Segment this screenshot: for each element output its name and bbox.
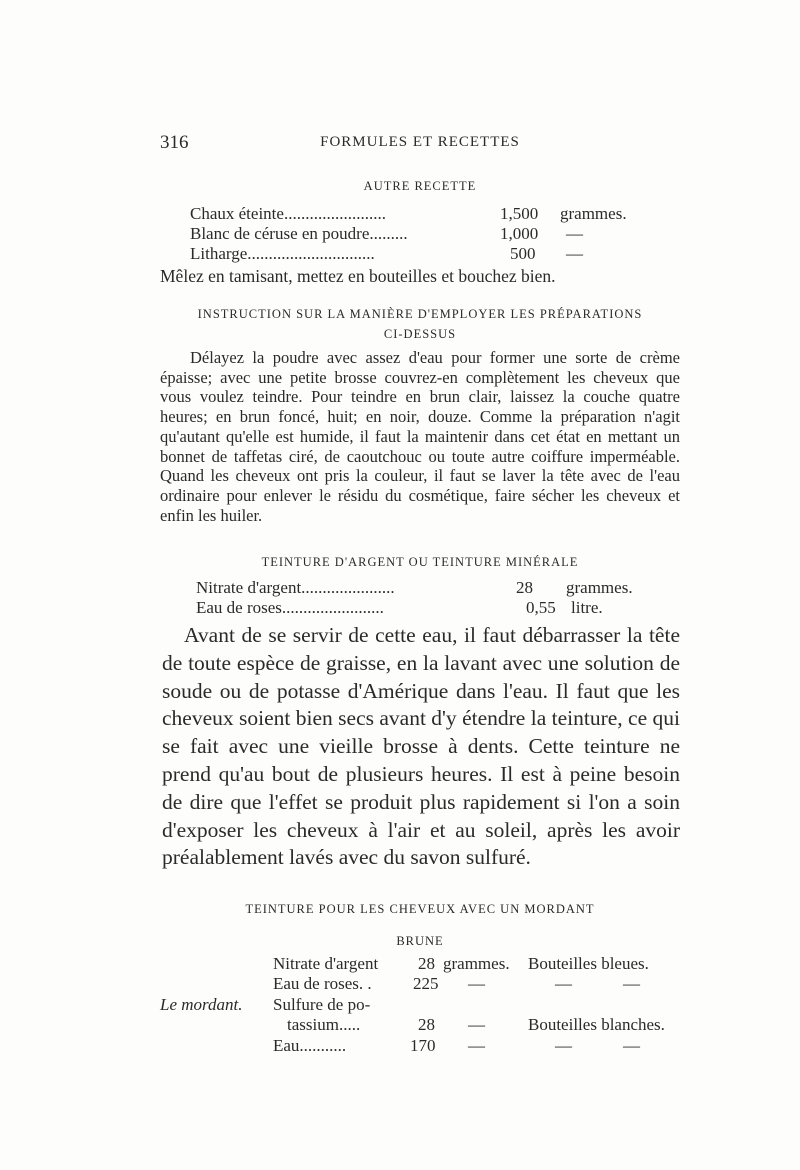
page-header <box>160 132 680 158</box>
ingredient-name: Sulfure de po- <box>273 995 371 1014</box>
mordant-label: Le mordant. <box>160 995 243 1014</box>
ingredient-unit: — <box>468 974 485 993</box>
instruction-paragraph: Délayez la poudre avec assez d'eau pour former une sorte de crème épaisse; avec une petite brosse couvrez-en complètement les cheveux que vous voulez teindre. Pour teindre en brun clair, laissez la couche quatre heures; en brun foncé, huit; en noir, douze. Comme la préparation n'agit qu'autant qu'elle est humide, il faut la maintenir dans cet état en mettant un bonnet de taffetas ciré, de caoutchouc ou toute autre coiffure imperméable. Quand les cheveux ont pris la couleur, il faut se laver la tête avec de l'eau ordinaire pour enlever le résidu du cosmétique, faire sécher les cheveux et enfin les huiler. <box>160 348 680 525</box>
ingredient-name: Chaux éteinte........................ <box>190 204 386 223</box>
ingredient-unit: — <box>468 1036 485 1055</box>
ingredient-qty: 1,000 <box>500 224 539 243</box>
ingredient-line <box>190 204 627 224</box>
ingredient-line <box>190 244 583 264</box>
ingredient-line <box>196 578 633 598</box>
ingredient-unit: grammes. <box>560 204 627 223</box>
ingredient-unit: litre. <box>571 598 603 617</box>
ingredient-name: Eau de roses........................ <box>196 598 384 617</box>
section-title-autre-recette: AUTRE RECETTE <box>363 179 477 193</box>
bottle-note: Bouteilles blanches. <box>528 1015 665 1034</box>
running-title: FORMULES ET RECETTES <box>320 134 520 150</box>
ingredient-name: Eau de roses. . <box>273 974 372 993</box>
ingredient-name: Eau........... <box>273 1036 347 1055</box>
ditto-mark: — <box>555 1036 572 1055</box>
ingredient-name: Litharge.............................. <box>190 244 375 263</box>
section-title-teinture-argent: TEINTURE D'ARGENT OU TEINTURE MINÉRALE <box>261 555 579 569</box>
ingredient-name: Blanc de céruse en poudre......... <box>190 224 408 243</box>
section-title-instruction: INSTRUCTION SUR LA MANIÈRE D'EMPLOYER LES PRÉPARATIONS <box>197 307 643 321</box>
ingredient-qty: 28 <box>418 954 435 973</box>
bottle-note: Bouteilles bleues. <box>528 954 649 973</box>
section-title-mordant: TEINTURE POUR LES CHEVEUX AVEC UN MORDANT <box>245 902 595 916</box>
ditto-mark: — <box>555 974 572 993</box>
ingredient-qty: 28 <box>516 578 533 597</box>
page-number: 316 <box>160 132 189 153</box>
ditto-mark: — <box>623 974 640 993</box>
ingredient-line <box>190 224 583 244</box>
instruction-text: Mêlez en tamisant, mettez en bouteilles et bouchez bien. <box>160 266 556 286</box>
ditto-mark: — <box>623 1036 640 1055</box>
ingredient-qty: 1,500 <box>500 204 539 223</box>
ingredient-qty: 170 <box>410 1036 436 1055</box>
ingredient-line <box>196 598 603 618</box>
ingredient-qty: 500 <box>510 244 536 263</box>
ingredient-qty: 28 <box>418 1015 435 1034</box>
ingredient-unit: — <box>566 244 583 263</box>
section-subtitle-brune: BRUNE <box>396 934 444 948</box>
ingredient-name: tassium..... <box>287 1015 361 1034</box>
section-title-instruction-line2: CI-DESSUS <box>383 327 457 341</box>
ingredient-qty: 225 <box>413 974 439 993</box>
ingredient-name: Nitrate d'argent <box>273 954 379 973</box>
ingredient-unit: — <box>566 224 583 243</box>
ingredient-name: Nitrate d'argent...................... <box>196 578 395 597</box>
ingredient-qty: 0,55 <box>526 598 556 617</box>
ingredient-unit: grammes. <box>566 578 633 597</box>
ingredient-unit: grammes. <box>443 954 510 973</box>
teinture-paragraph: Avant de se servir de cette eau, il faut débarrasser la tête de toute espèce de graisse, en la lavant avec une solution de soude ou de potasse d'Amérique dans l'eau. Il faut que les cheveux soient bien secs avant d'y étendre la teinture, ce qui se fait avec une vieille brosse à dents. Cette teinture ne prend qu'au bout de plusieurs heures. Il est à peine besoin de dire que l'effet se produit plus rapidement si l'on a soin d'exposer les cheveux à l'air et au soleil, après les avoir préalablement lavés avec du savon sulfuré. <box>162 623 680 870</box>
ingredient-unit: — <box>468 1015 485 1034</box>
